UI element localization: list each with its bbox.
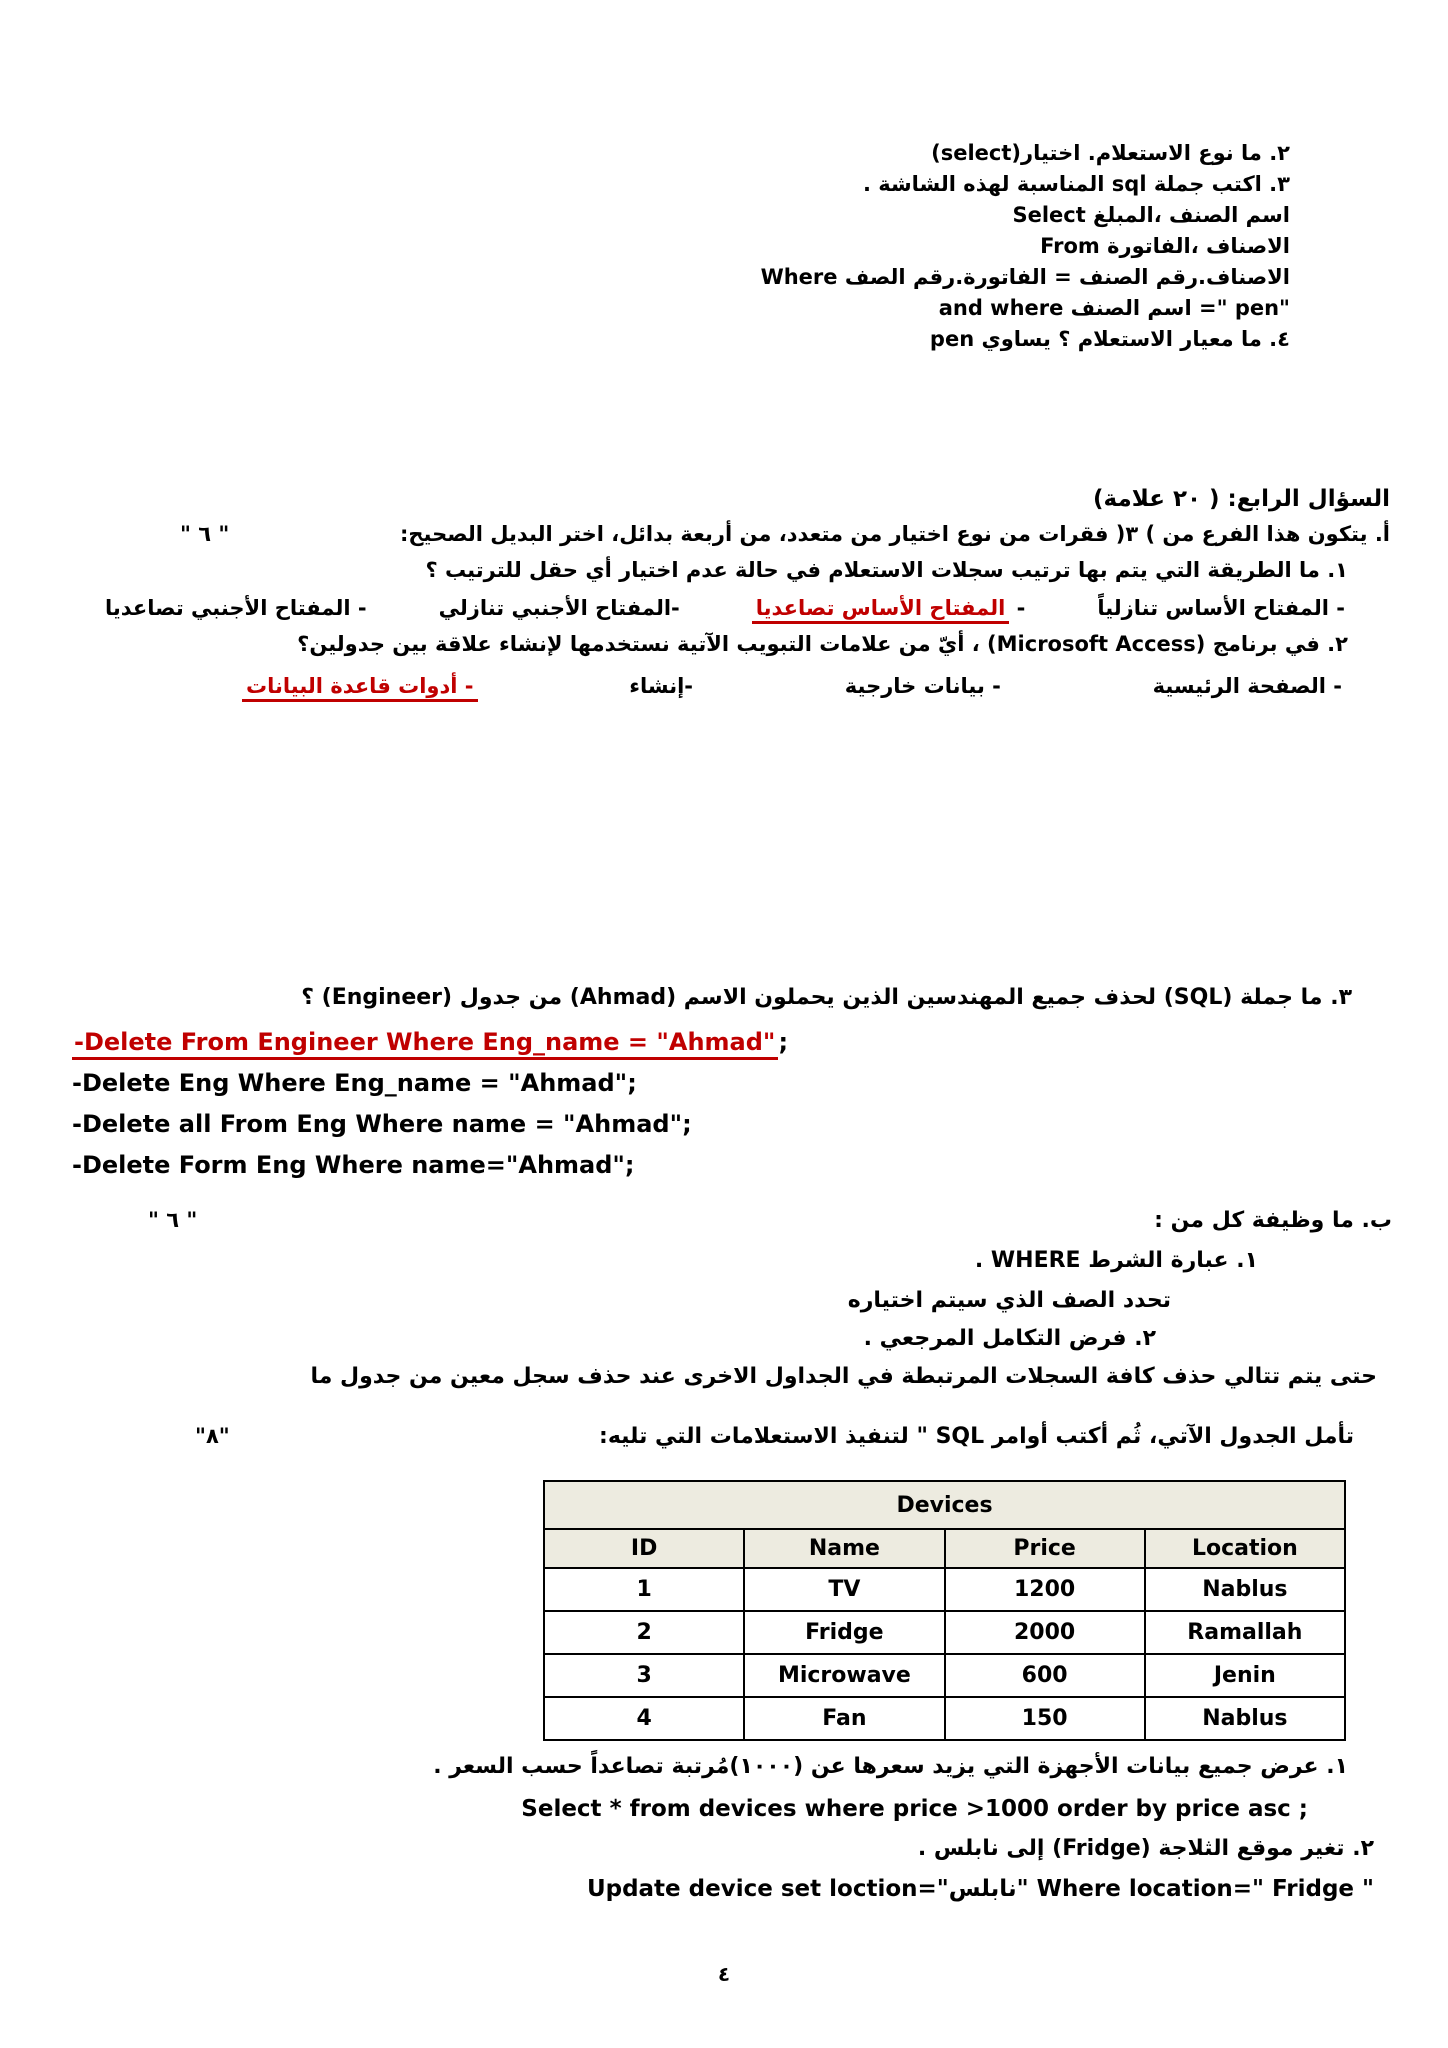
- table-cell: 3: [544, 1654, 744, 1697]
- question-4-line: ٤. ما معيار الاستعلام ؟ يساوي pen: [929, 327, 1290, 351]
- column-header-id: ID: [544, 1529, 744, 1568]
- statement-terminator: ;: [778, 1028, 789, 1056]
- table-cell: 1200: [945, 1568, 1145, 1611]
- option-delete-4: -Delete Form Eng Where name="Ahmad";: [72, 1151, 635, 1179]
- option-foreign-key-desc: -المفتاح الأجنبي تنازلي: [438, 596, 680, 620]
- correct-answer-highlight: -Delete From Engineer Where Eng_name = "Ahmad": [72, 1028, 778, 1060]
- table-exercise-1-answer: Select * from devices where price >1000 order by price asc ;: [521, 1796, 1308, 1822]
- column-header-name: Name: [744, 1529, 944, 1568]
- column-header-price: Price: [945, 1529, 1145, 1568]
- sql-from-line: الاصناف ،الفاتورة From: [1040, 234, 1290, 258]
- correct-answer-highlight: - أدوات قاعدة البيانات: [242, 674, 477, 702]
- option-delete-correct: [72, 1022, 788, 1063]
- section-four-title: السؤال الرابع: ( ٢٠ علامة): [1093, 486, 1390, 512]
- table-cell: 2: [544, 1611, 744, 1654]
- question-2-line: ٢. ما نوع الاستعلام. اختيار(select): [931, 141, 1290, 165]
- table-cell: Nablus: [1145, 1697, 1345, 1740]
- table-cell: 1: [544, 1568, 744, 1611]
- option-delete-3: -Delete all From Eng Where name = "Ahmad";: [72, 1110, 692, 1138]
- table-exercise-1: ١. عرض جميع بيانات الأجهزة التي يزيد سعرها عن (١٠٠٠)مُرتبة تصاعداً حسب السعر .: [433, 1754, 1348, 1779]
- table-cell: Ramallah: [1145, 1611, 1345, 1654]
- page-number: ٤: [717, 1962, 731, 1986]
- table-row: [544, 1568, 1345, 1611]
- devices-table: [543, 1480, 1346, 1741]
- section-b-title: ب. ما وظيفة كل من :: [1154, 1208, 1392, 1233]
- table-exercise-2: ٢. تغير موقع الثلاجة (Fridge) إلى نابلس .: [917, 1836, 1374, 1861]
- correct-answer-highlight: المفتاح الأساس تصاعديا: [752, 596, 1010, 624]
- table-cell: 600: [945, 1654, 1145, 1697]
- option-primary-key-desc: - المفتاح الأساس تنازلياً: [1097, 596, 1345, 620]
- marks-badge-6: " ٦ ": [180, 522, 230, 546]
- option-dash: -: [1016, 596, 1026, 620]
- table-header-row: [544, 1529, 1345, 1568]
- table-cell: Microwave: [744, 1654, 944, 1697]
- option-foreign-key-asc: - المفتاح الأجنبي تصاعديا: [105, 596, 367, 620]
- table-cell: Fan: [744, 1697, 944, 1740]
- table-row: [544, 1697, 1345, 1740]
- section-four-part-a: أ. يتكون هذا الفرع من ) ٣( فقرات من نوع اختيار من متعدد، من أربعة بدائل، اختر البديل الصحيح:: [399, 522, 1390, 546]
- section-b-item-1: ١. عبارة الشرط WHERE .: [974, 1248, 1258, 1273]
- mcq-question-3: ٣. ما جملة (SQL) لحذف جميع المهندسين الذين يحملون الاسم (Ahmad) من جدول (Engineer) ؟: [301, 985, 1352, 1010]
- section-b-item-2-answer: حتى يتم تتالي حذف كافة السجلات المرتبطة في الجداول الاخرى عند حذف سجل معين من جدول ما: [310, 1364, 1377, 1389]
- option-external-data-tab: - بيانات خارجية: [844, 674, 1001, 698]
- mcq-question-2: ٢. في برنامج (Microsoft Access) ، أيّ من علامات التبويب الآتية نستخدمها لإنشاء علاقة بين جدولين؟: [297, 632, 1348, 656]
- question-3-line: ٣. اكتب جملة sql المناسبة لهذه الشاشة .: [862, 172, 1290, 196]
- section-b-item-2: ٢. فرض التكامل المرجعي .: [863, 1326, 1156, 1351]
- table-cell: Jenin: [1145, 1654, 1345, 1697]
- mcq-question-3-options: [72, 1022, 788, 1186]
- table-row: [544, 1654, 1345, 1697]
- table-cell: TV: [744, 1568, 944, 1611]
- table-cell: 2000: [945, 1611, 1145, 1654]
- option-delete-2: -Delete Eng Where Eng_name = "Ahmad";: [72, 1069, 637, 1097]
- table-title: Devices: [544, 1481, 1345, 1529]
- table-row: [544, 1611, 1345, 1654]
- table-intro-line: تأمل الجدول الآتي، ثُم أكتب أوامر SQL " لتنفيذ الاستعلامات التي تليه:: [599, 1424, 1354, 1449]
- column-header-location: Location: [1145, 1529, 1345, 1568]
- marks-badge-8: "٨": [195, 1424, 230, 1448]
- option-home-tab: - الصفحة الرئيسية: [1152, 674, 1342, 698]
- sql-where-line: الاصناف.رقم الصنف = الفاتورة.رقم الصف Where: [760, 265, 1290, 289]
- option-create-tab: -إنشاء: [629, 674, 694, 698]
- table-exercise-2-answer: Update device set loction="نابلس" Where location=" Fridge ": [586, 1876, 1374, 1902]
- table-title-row: [544, 1481, 1345, 1529]
- mcq-question-1-options: [105, 596, 1345, 620]
- table-cell: Fridge: [744, 1611, 944, 1654]
- sql-andwhere-line: and where اسم الصنف =" pen": [938, 296, 1290, 320]
- mcq-question-1: ١. ما الطريقة التي يتم بها ترتيب سجلات الاستعلام في حالة عدم اختيار أي حقل للترتيب ؟: [425, 558, 1348, 582]
- query-question-block: [761, 138, 1290, 355]
- section-b-item-1-answer: تحدد الصف الذي سيتم اختياره: [847, 1288, 1171, 1313]
- table-cell: Nablus: [1145, 1568, 1345, 1611]
- table-cell: 150: [945, 1697, 1145, 1740]
- sql-select-line: اسم الصنف ،المبلغ Select: [1012, 203, 1290, 227]
- table-cell: 4: [544, 1697, 744, 1740]
- option-primary-key-asc: [752, 596, 1026, 620]
- mcq-question-2-options: [242, 674, 1342, 702]
- marks-badge-6: " ٦ ": [148, 1208, 198, 1232]
